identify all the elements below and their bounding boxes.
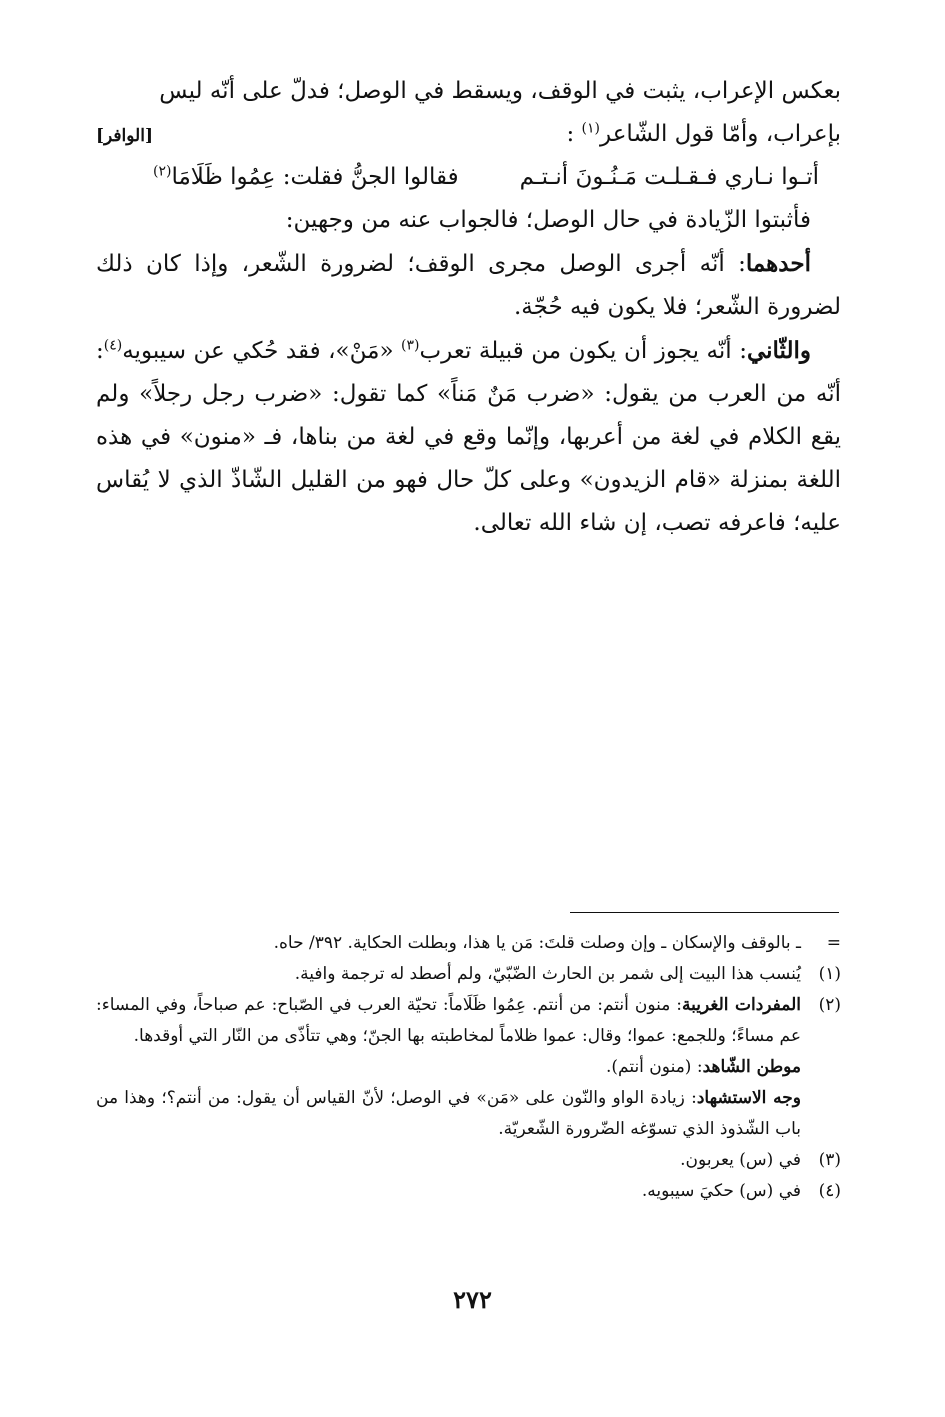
footnote-ref-4[interactable]: (٤)	[103, 337, 123, 354]
footnote-text: يُنسب هذا البيت إلى شمر بن الحارث الضّبّيّ، ولم أصطد له ترجمة وافية.	[294, 964, 801, 984]
footnote-text: ـ بالوقف والإسكان ـ وإن وصلت قلتَ: مَن يا هذا، وبطلت الحكاية. ٣٩٢/ حاه.	[273, 933, 801, 953]
footnote-vocabulary-text: : منون أنتم: من أنتم. عِمُوا ظَلَاماً: تحيّة العرب في الصّباح: عم صباحاً، وفي المساء: عم مساءً؛ وللجمع: عموا؛ وقال: عموا ظلاماً لمخاطبته بها الجنّ؛ وهي تتأذّى من النّار التي أوقدها.	[96, 995, 801, 1046]
page-number: ٢٧٢	[453, 1285, 492, 1314]
paragraph-4	[96, 329, 841, 545]
paragraph-4-text-c: : أنّه من العرب من يقول: «ضرب مَنٌ مَناً» كما تقول: «ضرب رجل رجلاً» ولم يقع الكلام في لغة من أعربها، وإنّما وقع في لغة من بناها، فـ «منون» في هذه اللغة بمنزلة «قام الزيدون» وعلى كلّ حال فهو من القليل الشّاذّ الذي لا يُقاس عليه؛ فاعرفه تصب، إن شاء الله تعالى.	[96, 338, 841, 536]
footnote-mark: (٤)	[818, 1181, 841, 1201]
paragraph-2-text: فأثبتوا الزّيادة في حال الوصل؛ فالجواب عنه من وجهين:	[285, 207, 811, 233]
footnote-text: في (س) حكيَ سيبويه.	[641, 1181, 801, 1201]
paragraph-4-lead: والثّاني	[746, 337, 811, 364]
footnote-mark: (٣)	[818, 1150, 841, 1170]
paragraph-2	[96, 199, 841, 242]
footnote-witness	[96, 1052, 801, 1083]
footnote-divider	[570, 912, 839, 913]
poetry-verse	[153, 156, 841, 199]
paragraph-4-text-b: «مَنْ»، فقد حُكي عن سيبويه	[122, 338, 402, 364]
footnote-3	[96, 1145, 841, 1176]
footnote-mark: (١)	[818, 964, 841, 984]
meter-label: [الوافر]	[96, 126, 154, 146]
footnote-1	[96, 959, 841, 990]
paragraph-4-text-a: : أنّه يجوز أن يكون من قبيلة تعرب	[419, 338, 747, 364]
verse-first-hemistich: أتـوا نـاري فـقـلـت مَـنُـونَ أنـتـم	[519, 164, 819, 190]
main-text-block	[96, 70, 841, 545]
paragraph-3	[96, 242, 841, 329]
footnote-continuation	[96, 928, 841, 959]
paragraph-1-line-1	[96, 70, 841, 113]
paragraph-1-line-2-colon: :	[566, 121, 575, 147]
footnotes-block	[96, 928, 841, 1207]
footnote-body	[96, 990, 801, 1145]
footnote-vocabulary	[96, 990, 801, 1052]
footnote-mark: =	[826, 933, 841, 953]
footnote-body	[96, 928, 801, 959]
verse-second-hemistich-text: فقالوا الجنُّ فقلت: عِمُوا ظَلَامَا	[171, 164, 459, 190]
footnote-vocabulary-lead: المفردات الغريبة	[682, 995, 802, 1015]
verse-second-hemistich	[153, 156, 459, 199]
footnote-ref-1[interactable]: (١)	[581, 120, 601, 137]
footnote-ref-3[interactable]: (٣)	[401, 337, 420, 354]
paragraph-1-line-2-text: بإعراب، وأمّا قول الشّاعر	[600, 121, 841, 147]
footnote-proof	[96, 1083, 801, 1145]
footnote-witness-lead: موطن الشّاهد	[702, 1057, 801, 1077]
footnote-proof-lead: وجه الاستشهاد	[696, 1088, 801, 1108]
footnote-2	[96, 990, 841, 1145]
footnote-mark: (٢)	[818, 995, 841, 1015]
paragraph-1-line-2	[96, 113, 841, 156]
paragraph-1-line-1-text: بعكس الإعراب، يثبت في الوقف، ويسقط في الوصل؛ فدلّ على أنّه ليس	[159, 78, 841, 104]
footnote-proof-text: : زيادة الواو والنّون على «مَن» في الوصل؛ لأنّ القياس أن يقول: من أنتم؟؛ وهذا من باب الشّذوذ الذي تسوّغه الضّرورة الشّعريّة.	[96, 1088, 801, 1139]
footnote-4	[96, 1176, 841, 1207]
footnote-ref-2[interactable]: (٢)	[153, 163, 172, 180]
footnote-body	[96, 1145, 801, 1176]
footnote-witness-text: : (منون أنتم).	[605, 1057, 703, 1077]
footnote-text: في (س) يعربون.	[680, 1150, 801, 1170]
footnote-body	[96, 959, 801, 990]
paragraph-3-lead: أحدهما	[745, 250, 811, 277]
paragraph-3-text: : أنّه أجرى الوصل مجرى الوقف؛ لضرورة الشّعر، وإذا كان ذلك لضرورة الشّعر؛ فلا يكون فيه حُجّة.	[96, 251, 841, 320]
footnote-body	[96, 1176, 801, 1207]
